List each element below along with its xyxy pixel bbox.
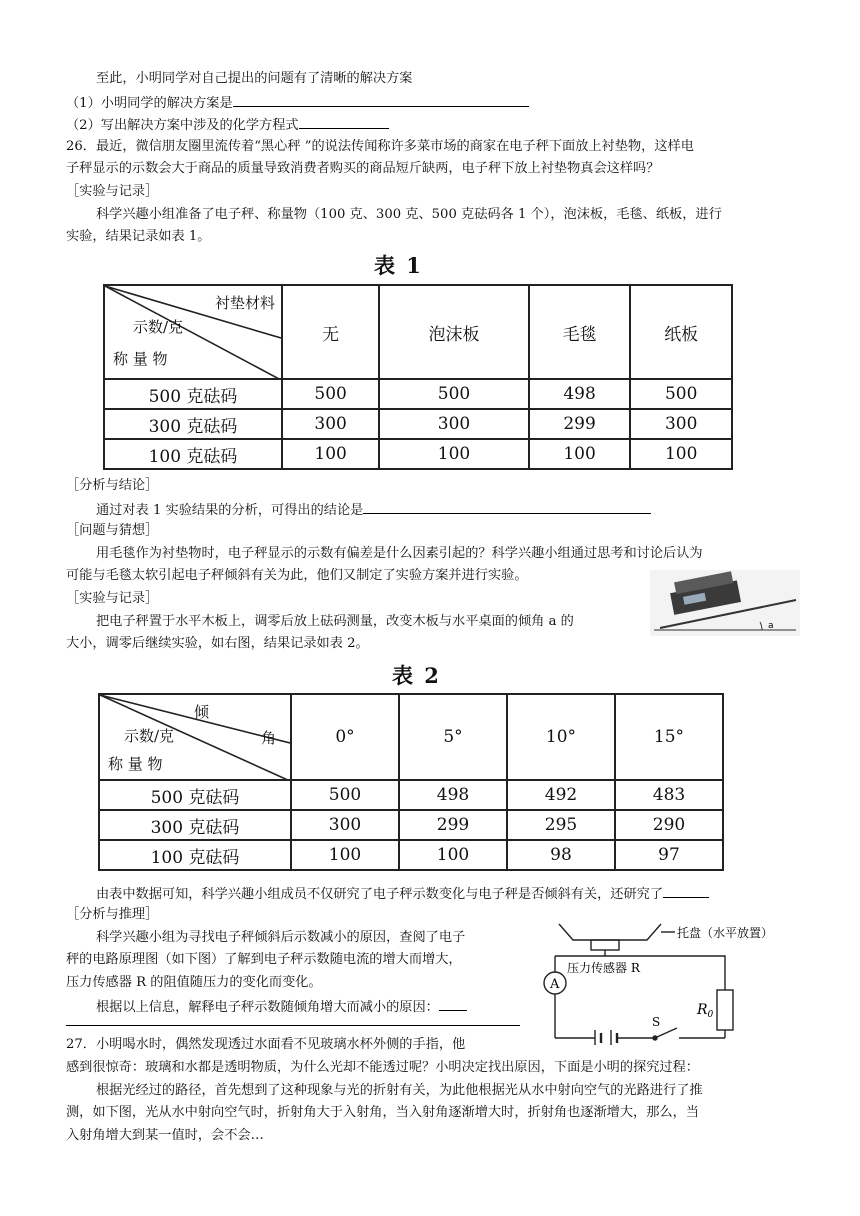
text-line: 入射角增大到某一值时，会不会… (66, 1128, 264, 1143)
text-span: 由表中数据可知，科学兴趣小组成员不仅研究了电子秤示数变化与电子秤是否倾斜有关，还研究了 (96, 887, 664, 902)
sensor-label: 压力传感器 R (567, 961, 640, 975)
cell: 498 (529, 379, 631, 409)
col-header: 纸板 (630, 285, 732, 379)
cell: 100 (379, 439, 529, 469)
table1-caption: 表 1 (374, 253, 423, 278)
section-heading: ［问题与猜想］ (66, 523, 159, 538)
question-27: 27．小明喝水时，偶然发现透过水面看不见玻璃水杯外侧的手指，他 (66, 1037, 466, 1052)
cell: 300 (379, 409, 529, 439)
table1-header-diagonal (104, 285, 282, 379)
cell: 500 (630, 379, 732, 409)
table2 (98, 693, 724, 871)
answer-blank (663, 884, 709, 898)
table2-caption: 表 2 (392, 663, 441, 688)
text-line: 用毛毯作为衬垫物时，电子秤显示的示数有偏差是什么因素引起的？科学兴趣小组通过思考和讨论后认为 (96, 546, 703, 561)
answer-blank (363, 500, 651, 514)
cell: 295 (507, 810, 615, 840)
cell: 299 (399, 810, 507, 840)
cell: 100 (529, 439, 631, 469)
table2-header-diagonal (99, 694, 291, 780)
question-27-cont: 感到很惊奇：玻璃和水都是透明物质，为什么光却不能透过呢？小明决定找出原因，下面是小明的探究过程： (66, 1060, 699, 1075)
section-heading: ［分析与推理］ (66, 907, 159, 922)
text-line: 至此，小明同学对自己提出的问题有了清晰的解决方案 (96, 71, 413, 86)
text-line: 大小，调零后继续实验，如右图，结果记录如表 2。 (66, 636, 369, 651)
row-label: 100 克砝码 (99, 840, 291, 870)
col-header: 10° (507, 694, 615, 780)
cell: 500 (282, 379, 379, 409)
text-line: 压力传感器 R 的阻值随压力的变化而变化。 (66, 975, 322, 990)
answer-blank (233, 93, 529, 107)
answer-line (66, 1012, 520, 1032)
angle-label: a (768, 621, 774, 631)
text-line: 测，如下图，光从水中射向空气时，折射角大于入射角，当入射角逐渐增大时，折射角也逐渐增大，那么，当 (66, 1105, 699, 1120)
row-label: 100 克砝码 (104, 439, 282, 469)
section-heading: ［分析与结论］ (66, 478, 159, 493)
cell: 500 (291, 780, 399, 810)
col-header: 毛毯 (529, 285, 631, 379)
question-26-cont: 子秤显示的示数会大于商品的质量导致消费者购买的商品短斤缺两，电子秤下放上衬垫物真会这样吗？ (66, 161, 660, 176)
question-26: 26．最近，微信朋友圈里流传着“黑心秤 ”的说法传闻称许多菜市场的商家在电子秤下面放上衬垫物，这样电 (66, 139, 694, 154)
answer-blank (66, 1012, 520, 1026)
text-span: 根据以上信息，解释电子秤示数随倾角增大而减小的原因： (96, 1000, 439, 1015)
cell: 100 (291, 840, 399, 870)
cell: 100 (399, 840, 507, 870)
tilted-scale-figure (650, 570, 800, 636)
question-line (96, 500, 651, 520)
header-mid-label: 示数/克 (133, 318, 184, 336)
header-bottom-label: 称 量 物 (113, 350, 168, 368)
tray-label: 托盘（水平放置） (677, 926, 774, 940)
cell: 300 (282, 409, 379, 439)
row-label: 300 克砝码 (99, 810, 291, 840)
text-line: 把电子秤置于水平木板上，调零后放上砝码测量，改变木板与水平桌面的倾角 a 的 (96, 614, 574, 629)
table-row (99, 780, 723, 810)
text-span: 通过对表 1 实验结果的分析，可得出的结论是 (96, 503, 364, 518)
col-header: 泡沫板 (379, 285, 529, 379)
header-mid-label: 示数/克 (124, 727, 175, 745)
question-line (66, 115, 389, 135)
header-right-label: 角 (260, 729, 276, 747)
question-line (66, 93, 529, 113)
cell: 100 (630, 439, 732, 469)
header-bottom-label: 称 量 物 (108, 755, 163, 773)
circuit-diagram (535, 920, 825, 1045)
cell: 290 (615, 810, 723, 840)
row-label: 500 克砝码 (104, 379, 282, 409)
text-span: （2）写出解决方案中涉及的化学方程式 (66, 118, 299, 133)
r0-subscript: 0 (707, 1010, 714, 1020)
row-label: 300 克砝码 (104, 409, 282, 439)
switch-label: S (652, 1015, 661, 1029)
section-heading: ［实验与记录］ (66, 184, 159, 199)
table-row (99, 840, 723, 870)
text-line: 科学兴趣小组准备了电子秤、称量物（100 克、300 克、500 克砝码各 1 个），泡沫板，毛毯、纸板，进行 (96, 207, 722, 222)
text-line: 可能与毛毯太软引起电子秤倾斜有关为此，他们又制定了实验方案并进行实验。 (66, 568, 528, 583)
header-top-label: 倾 (194, 703, 210, 721)
cell: 100 (282, 439, 379, 469)
text-span: （1）小明同学的解决方案是 (66, 96, 233, 111)
answer-blank (299, 115, 389, 129)
text-line: 秤的电路原理图（如下图）了解到电子秤示数随电流的增大而增大， (66, 952, 462, 967)
answer-blank (439, 997, 467, 1011)
table-row (104, 379, 732, 409)
cell: 483 (615, 780, 723, 810)
col-header: 15° (615, 694, 723, 780)
col-header: 无 (282, 285, 379, 379)
table1 (103, 284, 733, 470)
cell: 492 (507, 780, 615, 810)
table-row (99, 810, 723, 840)
cell: 97 (615, 840, 723, 870)
table-row (104, 409, 732, 439)
r0-main: R (697, 1002, 708, 1018)
cell: 98 (507, 840, 615, 870)
text-line: 根据光经过的路径，首先想到了这种现象与光的折射有关，为此他根据光从水中射向空气的光路进行了推 (96, 1083, 703, 1098)
col-header: 0° (291, 694, 399, 780)
section-heading: ［实验与记录］ (66, 591, 159, 606)
cell: 500 (379, 379, 529, 409)
table-row (104, 439, 732, 469)
cell: 300 (291, 810, 399, 840)
cell: 300 (630, 409, 732, 439)
text-line: 科学兴趣小组为寻找电子秤倾斜后示数减小的原因，查阅了电子 (96, 930, 466, 945)
ammeter-label: A (550, 977, 560, 992)
question-line (96, 884, 709, 904)
header-top-label: 衬垫材料 (214, 294, 275, 312)
r0-label (696, 1002, 714, 1020)
col-header: 5° (399, 694, 507, 780)
cell: 498 (399, 780, 507, 810)
row-label: 500 克砝码 (99, 780, 291, 810)
cell: 299 (529, 409, 631, 439)
text-line: 实验，结果记录如表 1。 (66, 229, 211, 244)
